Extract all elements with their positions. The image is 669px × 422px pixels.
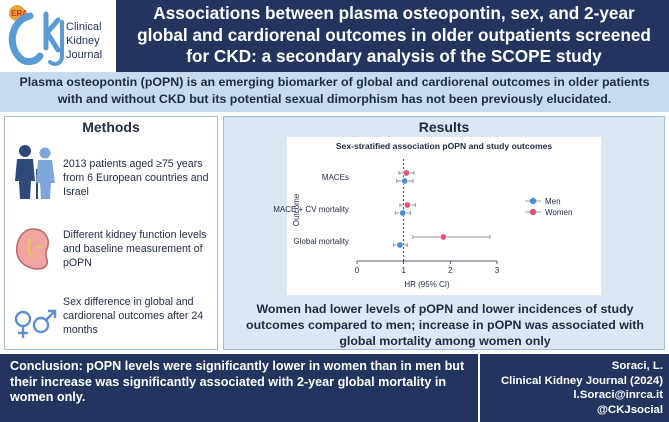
x-tick-label: 2 xyxy=(448,266,453,275)
chart-ylabel: Outcome xyxy=(292,193,301,227)
hr-point xyxy=(403,170,409,176)
category-label: Global mortality xyxy=(293,237,349,246)
logo-journal-line3: Journal xyxy=(66,49,103,61)
chart-title: Sex-stratified association pOPN and study outcomes xyxy=(335,141,553,151)
results-summary: Women had lower levels of pOPN and lower incidences of study outcomes compared to men; increase in pOPN was associated with global mortality among women only xyxy=(246,302,644,349)
citation-social[interactable]: @CKJsocial xyxy=(596,403,663,416)
x-tick-label: 1 xyxy=(401,266,406,275)
citation-block xyxy=(483,359,663,417)
logo-journal-line1: Clinical xyxy=(66,21,102,33)
forest-plot xyxy=(273,137,601,295)
methods-heading: Methods xyxy=(82,119,140,135)
ckj-logo-icon xyxy=(0,0,116,72)
results-panel xyxy=(223,116,665,350)
hr-point xyxy=(400,210,406,216)
legend-label: Men xyxy=(545,197,561,206)
citation-journal: Clinical Kidney Journal (2024) xyxy=(500,374,663,387)
era-label: ERA xyxy=(11,9,28,18)
methods-item-1: 2013 patients aged ≥75 years from 6 European countries and Israel xyxy=(63,158,209,199)
citation-author: Soraci, L. xyxy=(611,360,663,372)
legend-marker xyxy=(530,198,536,204)
citation-email[interactable]: l.Soraci@inrca.it xyxy=(573,389,663,402)
hr-point xyxy=(401,178,407,184)
sex-symbols-icon xyxy=(11,305,59,345)
forest-plot-svg xyxy=(273,137,601,295)
header-banner xyxy=(0,0,669,72)
category-label: MACE + CV mortality xyxy=(273,205,349,214)
conclusion-text: Conclusion: pOPN levels were significantly lower in women than in men but their increase was significantly associated with 2-year global mortality in women only. xyxy=(10,359,465,405)
legend-label: Women xyxy=(545,208,573,217)
methods-panel xyxy=(4,116,218,350)
methods-item-2: Different kidney function levels and baseline measurement of pOPN xyxy=(63,229,207,270)
citation-banner xyxy=(480,354,669,422)
chart-xlabel: HR (95% CI) xyxy=(404,280,450,289)
x-tick-label: 0 xyxy=(354,266,360,275)
methods-item-3: Sex difference in global and cardiorenal outcomes after 24 months xyxy=(63,296,204,337)
hr-point xyxy=(440,234,446,240)
logo-journal-line2: Kidney xyxy=(66,35,100,47)
category-label: MACEs xyxy=(321,173,349,182)
elderly-couple-icon xyxy=(11,143,59,199)
intro-text: Plasma osteopontin (pOPN) is an emerging biomarker of global and cardiorenal outcomes in older patients with and without CKD but its potential sexual dimorphism has not been previously elucidated. xyxy=(19,75,650,106)
hr-point xyxy=(397,242,403,248)
intro-banner xyxy=(0,72,669,112)
journal-logo xyxy=(0,0,116,72)
legend-marker xyxy=(530,209,536,215)
kidney-icon xyxy=(11,225,55,269)
hr-point xyxy=(404,202,410,208)
conclusion-banner xyxy=(0,354,478,422)
page-title: Associations between plasma osteopontin, sex, and 2-year global and cardiorenal outcomes in older outpatients screened for CKD: a secondary analysis of the SCOPE study xyxy=(137,3,651,66)
results-heading: Results xyxy=(418,119,470,135)
x-tick-label: 3 xyxy=(494,266,500,275)
